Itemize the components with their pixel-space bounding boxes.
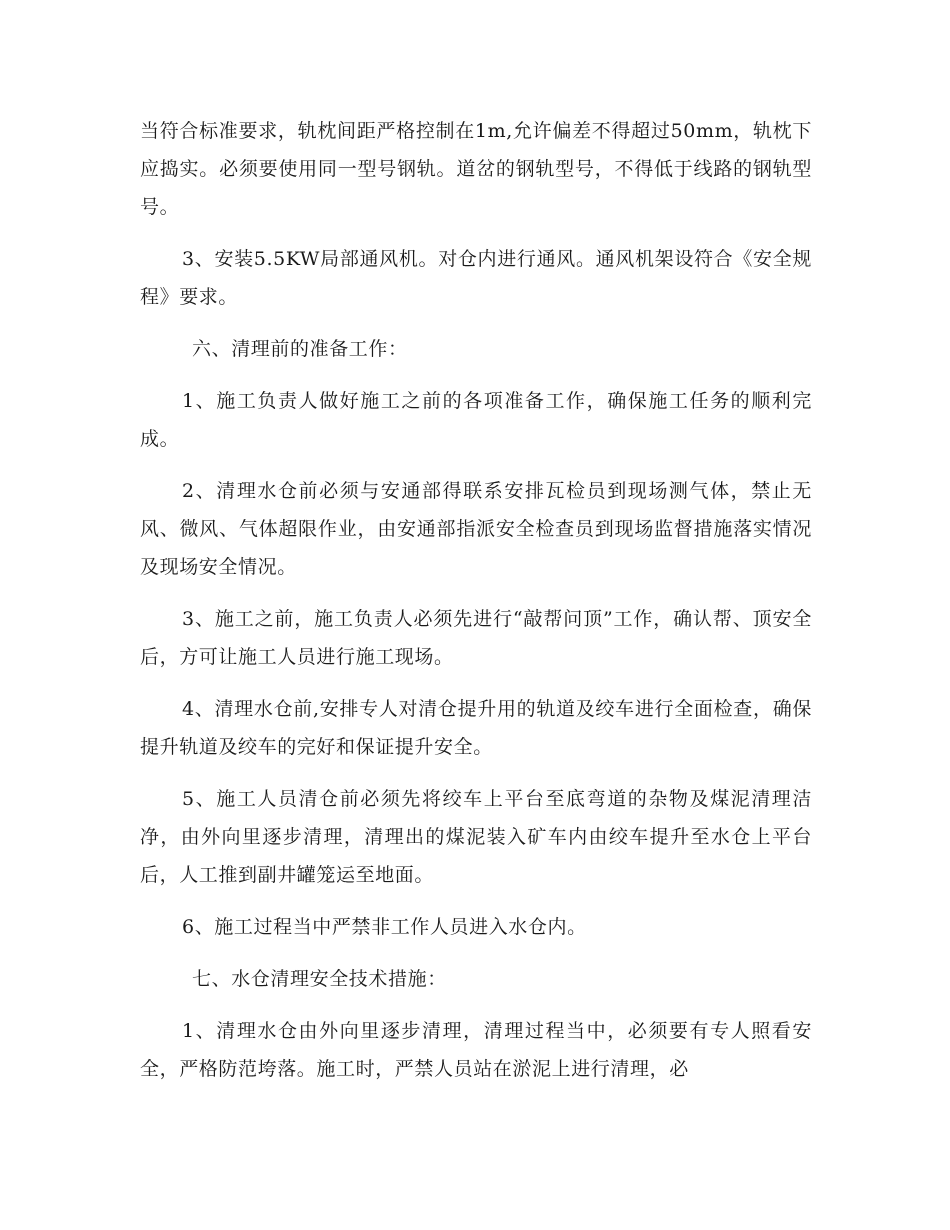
document-page: [140, 112, 812, 1088]
paragraph-ventilation: 3、安装5.5KW局部通风机。对仓内进行通风。通风机架设符合《安全规程》要求。: [140, 248, 812, 308]
paragraph-gap: [140, 998, 812, 1012]
paragraph-safety-item-1: 1、清理水仓由外向里逐步清理，清理过程当中，必须要有专人照看安全，严格防范垮落。施工时，严禁人员站在淤泥上进行清理，必: [140, 1020, 812, 1080]
paragraph-gap: [140, 316, 812, 330]
paragraph-gap: [140, 458, 812, 472]
paragraph-track-requirements: 当符合标准要求，轨枕间距严格控制在1m,允许偏差不得超过50mm，轨枕下应捣实。必须要使用同一型号钢轨。道岔的钢轨型号，不得低于线路的钢轨型号。: [140, 120, 812, 218]
paragraph-gap: [140, 368, 812, 382]
section-heading-safety-measures: 七、水仓清理安全技术措施：: [192, 968, 447, 990]
paragraph-gap: [140, 894, 812, 908]
paragraph-prep-item-6: 6、施工过程当中严禁非工作人员进入水仓内。: [182, 916, 587, 938]
paragraph-prep-item-4: 4、清理水仓前,安排专人对清仓提升用的轨道及绞车进行全面检查，确保提升轨道及绞车的完好和保证提升安全。: [140, 698, 812, 758]
paragraph-prep-item-5: 5、施工人员清仓前必须先将绞车上平台至底弯道的杂物及煤泥清理洁净，由外向里逐步清理，清理出的煤泥装入矿车内由绞车提升至水仓上平台后，人工推到副井罐笼运至地面。: [140, 788, 812, 886]
paragraph-prep-item-2: 2、清理水仓前必须与安通部得联系安排瓦检员到现场测气体，禁止无风、微风、气体超限作业，由安通部指派安全检查员到现场监督措施落实情况及现场安全情况。: [140, 480, 812, 578]
paragraph-gap: [140, 586, 812, 600]
paragraph-prep-item-3: 3、施工之前，施工负责人必须先进行“敲帮问顶”工作，确认帮、顶安全后，方可让施工人员进行施工现场。: [140, 608, 812, 668]
paragraph-gap: [140, 676, 812, 690]
paragraph-gap: [140, 946, 812, 960]
paragraph-gap: [140, 766, 812, 780]
section-heading-preparation: 六、清理前的准备工作：: [192, 338, 408, 360]
paragraph-prep-item-1: 1、施工负责人做好施工之前的各项准备工作，确保施工任务的顺利完成。: [140, 390, 812, 450]
paragraph-gap: [140, 226, 812, 240]
